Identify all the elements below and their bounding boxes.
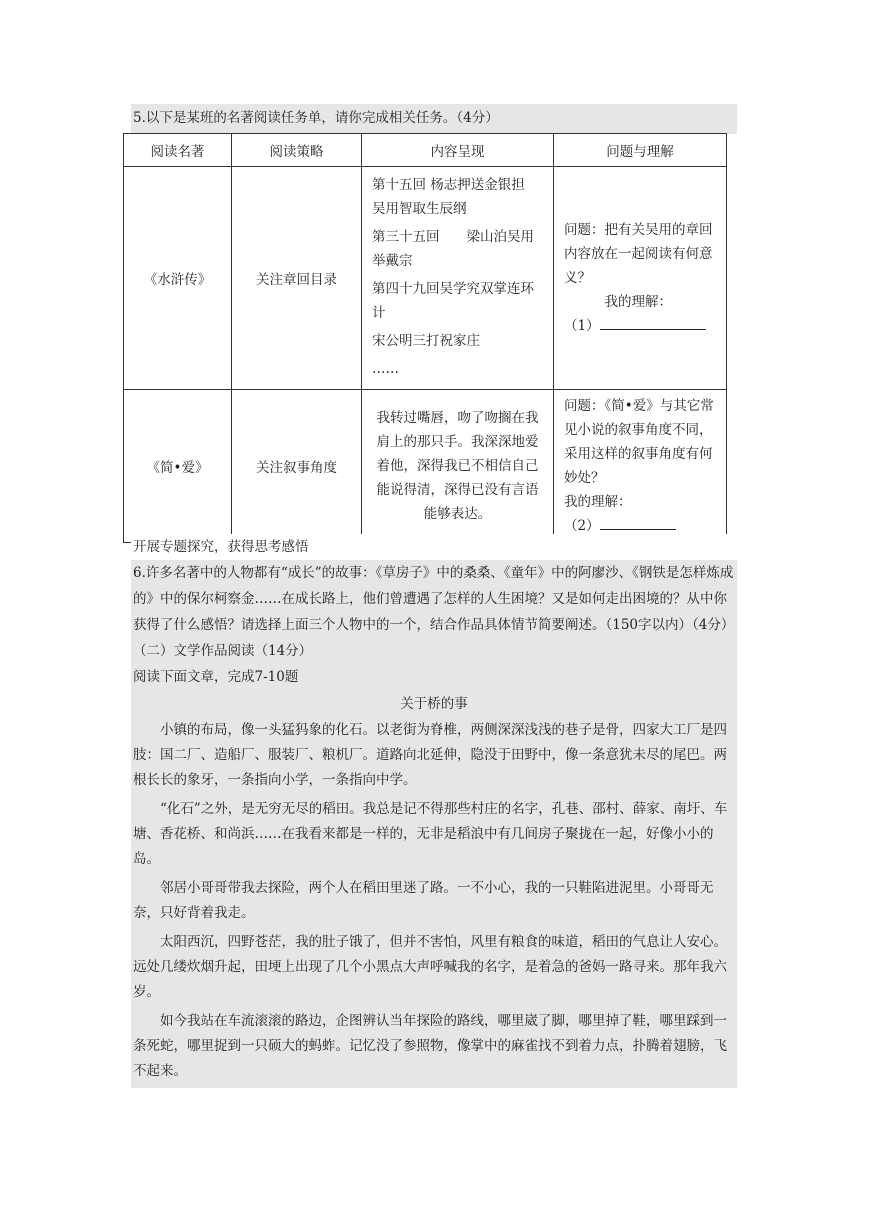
chapter-item: 第四十九回吴学究双掌连环计: [372, 281, 534, 321]
understanding-label: 我的理解：: [604, 294, 672, 310]
quote-cell: 我转过嘴唇，吻了吻搁在我肩上的那只手。我深深地爱着他，深得我已不相信自己能说得清，深得已没有言语能够表达。: [362, 390, 554, 543]
article-title: 关于桥的事: [400, 696, 468, 712]
table-row-shuihu: [124, 167, 727, 390]
answer-blank[interactable]: [600, 315, 706, 330]
blank-label: （2）: [564, 518, 600, 534]
book-name-cell: 《简•爱》: [124, 390, 232, 543]
article-paragraph: 太阳西沉，四野苍茫，我的肚子饿了，但并不害怕，风里有粮食的味道，稻田的气息让人安心。远处几缕炊烟升起，田埂上出现了几个小黑点大声呼喊我的名字，是着急的爸妈一路寻来。那年我六岁。: [133, 934, 727, 1000]
reading-task-table: [123, 133, 727, 543]
article-paragraph: “化石”之外，是无穷无尽的稻田。我总是记不得那些村庄的名字，孔巷、邵村、薛家、南圩、车塘、香花桥、和尚浜……在我看来都是一样的，无非是稻浪中有几间房子聚拢在一起，好像小小的岛。: [133, 801, 728, 867]
reading-instruction: 阅读下面文章，完成7-10题: [133, 669, 299, 685]
chapter-ellipsis: ……: [372, 361, 399, 377]
question-5-title: 5.以下是某班的名著阅读任务单，请你完成相关任务。（4分）: [131, 104, 737, 134]
header-content: 内容呈现: [362, 134, 554, 167]
table-header-row: [124, 134, 727, 167]
question-cell: [554, 167, 727, 390]
lower-section: [131, 534, 737, 1088]
strategy-cell: 关注叙事角度: [232, 390, 362, 543]
article-paragraph: 小镇的布局，像一头猛犸象的化石。以老街为脊椎，两侧深深浅浅的巷子是骨，四家大工厂是四肢：国二厂、造船厂、服装厂、粮机厂。道路向北延伸，隐没于田野中，像一条意犹未尽的尾巴。两根长长的象牙，一条指向小学，一条指向中学。: [133, 722, 727, 788]
header-book: 阅读名著: [124, 134, 232, 167]
answer-line[interactable]: [564, 314, 716, 338]
topic-line: 开展专题探究，获得思考感悟: [131, 534, 737, 560]
question-cell: [554, 390, 727, 543]
article-paragraph: 邻居小哥哥带我去探险，两个人在稻田里迷了路。一不小心，我的一只鞋陷进泥里。小哥哥无奈，只好背着我走。: [133, 880, 714, 921]
header-strategy: 阅读策略: [232, 134, 362, 167]
strategy-cell: 关注章回目录: [232, 167, 362, 390]
chapter-list-cell: [362, 167, 554, 390]
understanding-label: 我的理解：: [564, 494, 632, 510]
article-paragraph: 如今我站在车流滚滚的路边，企图辨认当年探险的路线，哪里崴了脚，哪里掉了鞋，哪里踩到一条死蛇，哪里捉到一只硕大的蚂蚱。记忆没了参照物，像掌中的麻雀找不到着力点，扑腾着翅膀，飞不起来。: [133, 1013, 727, 1079]
chapter-item: 第三十五回 梁山泊吴用举戴宗: [372, 229, 534, 269]
chapter-item: 宋公明三打祝家庄: [372, 333, 480, 349]
answer-blank[interactable]: [600, 515, 676, 530]
table-row-jane-eyre: [124, 390, 727, 543]
chapter-item: 第十五回 杨志押送金银担 吴用智取生辰纲: [372, 177, 552, 217]
question-text: 问题：《简•爱》与其它常见小说的叙事角度不同，采用这样的叙事角度有何妙处？: [564, 398, 714, 486]
book-name-cell: 《水浒传》: [124, 167, 232, 390]
question-text: 问题：把有关吴用的章回内容放在一起阅读有何意义？: [564, 222, 713, 286]
header-question: 问题与理解: [554, 134, 727, 167]
section-2-heading: （二）文学作品阅读（14分）: [133, 643, 313, 659]
question-6: 6.许多名著中的人物都有“成长”的故事：《草房子》中的桑桑、《童年》中的阿廖沙、《钢铁是怎样炼成的》中的保尔柯察金……在成长路上，他们曾遭遇了怎样的人生困境？又是如何走出困境的？从中你获得了什么感悟？请选择上面三个人物中的一个，结合作品具体情节简要阐述。（150字以内）（4分）: [133, 565, 735, 633]
blank-label: （1）: [564, 318, 600, 334]
